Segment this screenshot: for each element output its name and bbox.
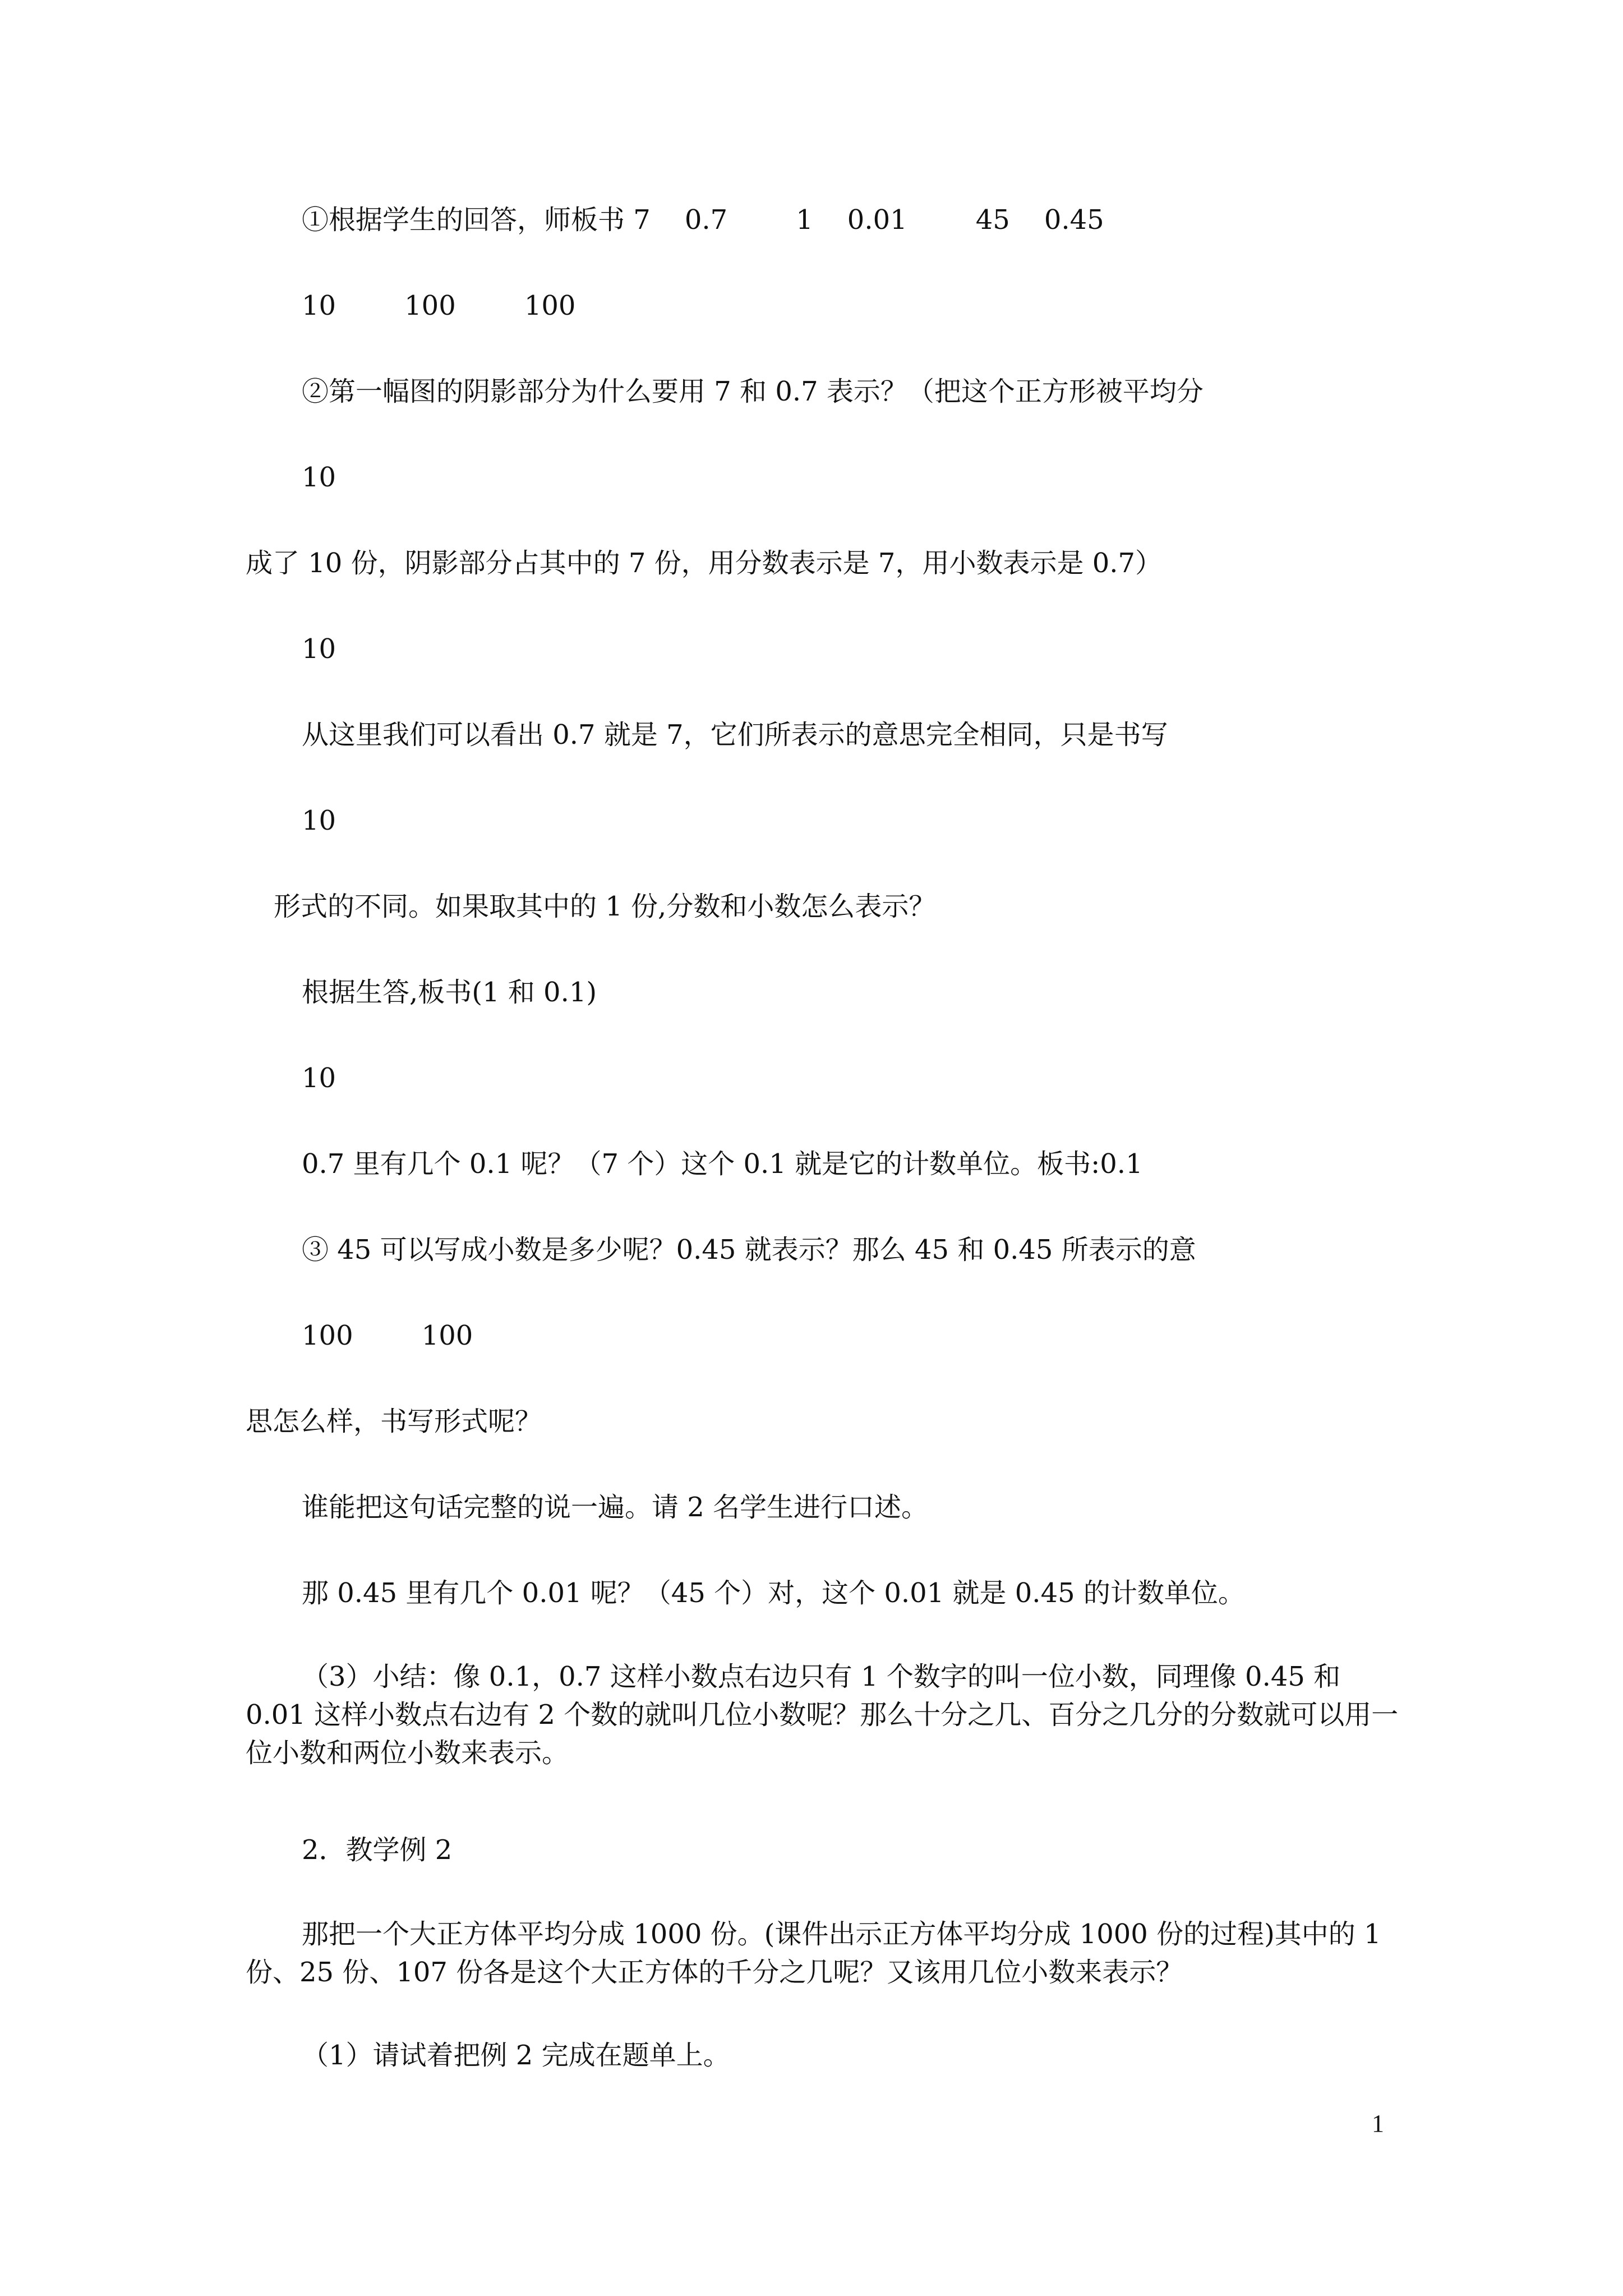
- text-line: 思怎么样，书写形式呢？: [246, 1406, 542, 1437]
- text-line: ①根据学生的回答，师板书 7 0.7 1 0.01 45 0.45: [302, 204, 1104, 236]
- text-line: ③ 45 可以写成小数是多少呢？0.45 就表示？那么 45 和 0.45 所表示的意: [302, 1234, 1196, 1266]
- text-line: 10: [302, 462, 336, 493]
- summary-paragraph: （3）小结：像 0.1，0.7 这样小数点右边只有 1 个数字的叫一位小数，同理像 0.45 和 0.01 这样小数点右边有 2 个数的就叫几位小数呢？那么十分之几、百分之几分的分数就可以用一位小数和两位小数来表示。: [246, 1661, 1399, 1769]
- text-line: 从这里我们可以看出 0.7 就是 7，它们所表示的意思完全相同，只是书写: [302, 719, 1168, 751]
- text-line: 10: [302, 1062, 336, 1094]
- text-line: 形式的不同。如果取其中的 1 份,分数和小数怎么表示？: [274, 891, 936, 922]
- section-heading: 2．教学例 2: [302, 1834, 453, 1866]
- page-number: 1: [1372, 2110, 1384, 2137]
- example-paragraph: 那把一个大正方体平均分成 1000 份。(课件出示正方体平均分成 1000 份的过程)其中的 1 份、25 份、107 份各是这个大正方体的千分之几呢？又该用几位小数来表示？: [246, 1918, 1381, 1988]
- text-line: 根据生答,板书(1 和 0.1): [302, 977, 597, 1008]
- text-line: 10: [302, 805, 336, 836]
- text-line: 成了 10 份，阴影部分占其中的 7 份，用分数表示是 7，用小数表示是 0.7）: [246, 547, 1163, 579]
- text-line: 10: [302, 633, 336, 665]
- text-line: ②第一幅图的阴影部分为什么要用 7 和 0.7 表示？（把这个正方形被平均分: [302, 376, 1204, 407]
- text-line: （1）请试着把例 2 完成在题单上。: [302, 2040, 730, 2071]
- text-line: 100 100: [302, 1320, 473, 1351]
- text-line: 谁能把这句话完整的说一遍。请 2 名学生进行口述。: [302, 1492, 929, 1523]
- text-line: 0.7 里有几个 0.1 呢？（7 个）这个 0.1 就是它的计数单位。板书:0.1: [302, 1148, 1143, 1180]
- text-line: 10 100 100: [302, 290, 576, 321]
- text-line: 那 0.45 里有几个 0.01 呢？（45 个）对，这个 0.01 就是 0.45 的计数单位。: [302, 1577, 1245, 1609]
